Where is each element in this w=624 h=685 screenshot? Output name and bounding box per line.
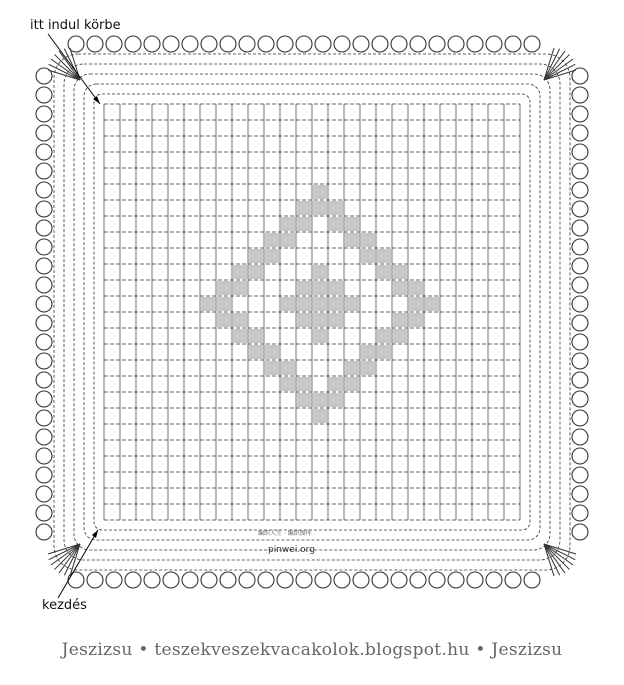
scallop [572,334,588,350]
scallop [277,36,293,52]
filled-cell [393,329,407,343]
filled-cell [313,297,327,311]
scallop [36,372,52,388]
scallop [572,277,588,293]
filled-cell [297,281,311,295]
filled-cell [377,249,391,263]
filled-cell [297,313,311,327]
filled-cell [313,185,327,199]
scallop [372,572,388,588]
scallop [201,36,217,52]
watermark-text: 编织人生 · 编织图库 [258,530,312,537]
scallop [572,524,588,540]
filled-cell [393,313,407,327]
scallop [410,36,426,52]
filled-cell [265,345,279,359]
scallop [572,467,588,483]
scallop [429,572,445,588]
filled-cell [329,217,343,231]
scallop [572,353,588,369]
scallop [182,572,198,588]
filled-cell [345,377,359,391]
filled-cell [249,345,263,359]
scallop [372,36,388,52]
filled-cell [329,201,343,215]
scallop [572,410,588,426]
scallop [36,125,52,141]
scallop [36,296,52,312]
filled-cell [313,265,327,279]
filled-cell [281,233,295,247]
scallop [182,36,198,52]
scallop [36,448,52,464]
scallop [572,448,588,464]
filled-cell [297,201,311,215]
scallop [258,36,274,52]
scallop [572,163,588,179]
scallop [448,36,464,52]
filled-cell [249,265,263,279]
scallop [36,505,52,521]
scallop [486,572,502,588]
filled-cell [377,265,391,279]
filled-cell [217,281,231,295]
scallop [572,486,588,502]
scallop [106,36,122,52]
filled-cell [281,297,295,311]
scallop [353,572,369,588]
filled-cell [265,249,279,263]
scallop [315,36,331,52]
scallop [36,220,52,236]
scallop [572,296,588,312]
scallop [334,572,350,588]
scallop [296,36,312,52]
scallop [258,572,274,588]
scallop [572,505,588,521]
scallop [36,144,52,160]
filled-cell [249,329,263,343]
scallop [36,163,52,179]
filled-cell [361,233,375,247]
filled-motif [201,185,439,423]
filled-cell [313,409,327,423]
scallop [572,372,588,388]
scallop [201,572,217,588]
scallop [524,36,540,52]
scallop [572,106,588,122]
filled-cell [345,361,359,375]
filled-cell [329,313,343,327]
scallop [36,391,52,407]
filled-cell [329,297,343,311]
scallop [144,572,160,588]
scallop [505,572,521,588]
scallop [163,572,179,588]
scallop [391,572,407,588]
scallop [36,467,52,483]
filled-cell [361,361,375,375]
filled-cell [409,297,423,311]
filled-cell [393,265,407,279]
filled-cell [281,377,295,391]
scallop [36,201,52,217]
filled-cell [297,217,311,231]
scallop [467,36,483,52]
scallop [239,36,255,52]
scallop [486,36,502,52]
scallop [106,572,122,588]
scallop [36,410,52,426]
filled-cell [217,297,231,311]
filled-cell [249,249,263,263]
filled-cell [281,361,295,375]
filled-cell [297,297,311,311]
scallop [36,334,52,350]
scallop [467,572,483,588]
filled-cell [313,329,327,343]
scallop [125,36,141,52]
filled-cell [297,393,311,407]
scallop [36,486,52,502]
scallop [277,572,293,588]
scallop [572,125,588,141]
scallop [572,220,588,236]
scallop [220,572,236,588]
scallop [36,353,52,369]
filled-cell [377,345,391,359]
filled-cell [393,281,407,295]
scallop [448,572,464,588]
filled-cell [313,281,327,295]
scallop [296,572,312,588]
scallop [87,36,103,52]
scallop [353,36,369,52]
arrow-head [92,530,98,538]
filled-cell [217,313,231,327]
scallop [572,239,588,255]
scallop [36,106,52,122]
filled-cell [361,249,375,263]
filled-cell [297,377,311,391]
scallop [163,36,179,52]
scallop [36,524,52,540]
filled-cell [361,345,375,359]
scallop [429,36,445,52]
filled-cell [233,313,247,327]
filled-cell [233,281,247,295]
filled-cell [329,377,343,391]
filled-cell [345,297,359,311]
start-round-label: itt indul körbe [30,18,121,33]
scallop [572,429,588,445]
scallop [36,277,52,293]
filled-cell [233,329,247,343]
watermark-site: pinwei.org [268,545,315,555]
scallop [144,36,160,52]
scallop [391,36,407,52]
scallop [220,36,236,52]
filled-cell [313,393,327,407]
scallop [572,258,588,274]
scallop [572,87,588,103]
scallop [36,429,52,445]
filled-cell [345,217,359,231]
scallop [36,182,52,198]
scallop [410,572,426,588]
filled-cell [377,329,391,343]
filled-cell [409,313,423,327]
scallop [125,572,141,588]
filled-cell [265,361,279,375]
filled-cell [409,281,423,295]
scallop [239,572,255,588]
filet-grid [104,104,520,520]
filled-cell [329,281,343,295]
scallop [572,391,588,407]
filled-cell [313,201,327,215]
scallop [572,182,588,198]
filled-cell [345,233,359,247]
filled-cell [281,217,295,231]
filled-cell [265,233,279,247]
filled-cell [425,297,439,311]
scallop [36,87,52,103]
filled-cell [329,393,343,407]
scallop [572,201,588,217]
footer-credit: Jeszizsu • teszekveszekvacakolok.blogspot.hu • Jeszizsu [61,640,563,660]
scallop [36,315,52,331]
scallop [87,572,103,588]
filled-cell [201,297,215,311]
scallop [36,239,52,255]
scallop [505,36,521,52]
filled-cell [233,265,247,279]
scallop [334,36,350,52]
start-label: kezdés [42,598,87,613]
scallop [36,258,52,274]
scallop [572,315,588,331]
scallop [315,572,331,588]
scallop [524,572,540,588]
scallop [572,144,588,160]
filled-cell [313,313,327,327]
